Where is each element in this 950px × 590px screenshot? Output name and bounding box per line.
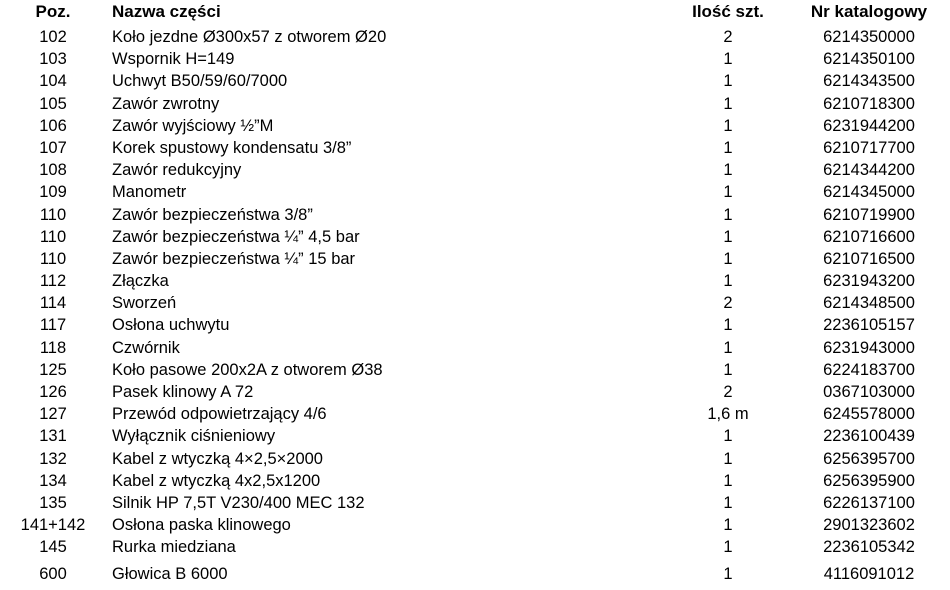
table-row bbox=[0, 404, 950, 426]
table-row bbox=[0, 338, 950, 360]
cell-quantity: 1 bbox=[723, 94, 733, 113]
cell-position: 126 bbox=[39, 383, 67, 401]
table-row bbox=[0, 515, 950, 537]
table-row bbox=[0, 271, 950, 293]
cell-part-name: Osłona paska klinowego bbox=[112, 516, 291, 535]
table-row bbox=[0, 382, 950, 404]
cell-position: 118 bbox=[39, 338, 67, 357]
cell-quantity: 1 bbox=[723, 564, 733, 583]
cell-position: 109 bbox=[39, 183, 67, 202]
cell-quantity: 1 bbox=[723, 72, 733, 91]
cell-position: 114 bbox=[39, 294, 67, 313]
cell-part-name: Koło jezdne Ø300x57 z otworem Ø20 bbox=[112, 28, 387, 46]
table-row bbox=[0, 426, 950, 448]
cell-position: 132 bbox=[39, 449, 67, 468]
cell-quantity: 1 bbox=[723, 205, 733, 224]
cell-quantity: 1 bbox=[723, 516, 733, 535]
cell-part-name: Korek spustowy kondensatu 3/8” bbox=[112, 138, 352, 157]
table-row bbox=[0, 138, 950, 160]
cell-quantity: 2 bbox=[723, 294, 733, 313]
cell-catalog-number: 0367103000 bbox=[823, 383, 915, 401]
cell-position: 110 bbox=[39, 205, 67, 224]
cell-quantity: 1 bbox=[723, 50, 733, 69]
cell-part-name: Rurka miedziana bbox=[112, 538, 236, 557]
cell-catalog-number: 6214350100 bbox=[823, 50, 915, 69]
cell-part-name: Pasek klinowy A 72 bbox=[112, 383, 254, 401]
cell-position: 104 bbox=[39, 72, 67, 91]
cell-part-name: Manometr bbox=[112, 183, 187, 202]
table-row bbox=[0, 360, 950, 382]
header-catalog-number: Nr katalogowy bbox=[810, 2, 928, 21]
cell-quantity: 1 bbox=[723, 138, 733, 157]
cell-quantity: 1 bbox=[723, 249, 733, 268]
cell-catalog-number: 6256395900 bbox=[823, 471, 915, 490]
table-header-row bbox=[0, 2, 950, 27]
cell-catalog-number: 6226137100 bbox=[823, 493, 915, 512]
cell-position: 141+142 bbox=[20, 516, 86, 535]
header-position: Poz. bbox=[35, 2, 71, 21]
table-row bbox=[0, 27, 950, 49]
table-row bbox=[0, 182, 950, 204]
table-row bbox=[0, 205, 950, 227]
cell-position: 105 bbox=[39, 94, 67, 113]
cell-quantity: 2 bbox=[723, 383, 733, 401]
table-row bbox=[0, 71, 950, 93]
table-body bbox=[0, 27, 950, 590]
cell-quantity: 1 bbox=[723, 493, 733, 512]
cell-catalog-number: 2236105342 bbox=[823, 538, 915, 557]
table-row bbox=[0, 249, 950, 271]
table-row bbox=[0, 227, 950, 249]
table-row bbox=[0, 471, 950, 493]
cell-part-name: Koło pasowe 200x2A z otworem Ø38 bbox=[112, 360, 383, 379]
cell-position: 112 bbox=[39, 272, 67, 291]
table-row bbox=[0, 116, 950, 138]
cell-position: 127 bbox=[39, 405, 67, 424]
table-row bbox=[0, 160, 950, 182]
cell-catalog-number: 2236105157 bbox=[823, 316, 915, 335]
cell-catalog-number: 6214344200 bbox=[823, 161, 915, 180]
cell-catalog-number: 6231944200 bbox=[823, 116, 915, 135]
cell-position: 134 bbox=[39, 471, 67, 490]
cell-quantity: 1 bbox=[723, 316, 733, 335]
cell-catalog-number: 6214345000 bbox=[823, 183, 915, 202]
cell-catalog-number: 6210719900 bbox=[823, 205, 915, 224]
cell-catalog-number: 6214350000 bbox=[823, 28, 915, 46]
table-row bbox=[0, 293, 950, 315]
cell-catalog-number: 4116091012 bbox=[823, 564, 915, 583]
table-row bbox=[0, 94, 950, 116]
cell-part-name: Osłona uchwytu bbox=[112, 316, 230, 335]
cell-position: 125 bbox=[39, 360, 67, 379]
cell-position: 110 bbox=[39, 249, 67, 268]
cell-part-name: Kabel z wtyczką 4×2,5×2000 bbox=[112, 449, 323, 468]
cell-part-name: Silnik HP 7,5T V230/400 MEC 132 bbox=[112, 493, 365, 512]
cell-part-name: Wspornik H=149 bbox=[112, 50, 235, 69]
cell-position: 107 bbox=[39, 138, 67, 157]
cell-position: 145 bbox=[39, 538, 67, 557]
cell-catalog-number: 6231943200 bbox=[823, 272, 915, 291]
cell-quantity: 1 bbox=[723, 227, 733, 246]
cell-position: 600 bbox=[39, 564, 67, 583]
cell-part-name: Zawór wyjściowy ½”M bbox=[112, 116, 274, 135]
cell-position: 110 bbox=[39, 227, 67, 246]
table-row bbox=[0, 49, 950, 71]
cell-quantity: 1 bbox=[723, 272, 733, 291]
cell-position: 106 bbox=[39, 116, 67, 135]
cell-position: 103 bbox=[39, 50, 67, 69]
cell-quantity: 1 bbox=[723, 471, 733, 490]
cell-catalog-number: 6256395700 bbox=[823, 449, 915, 468]
cell-part-name: Przewód odpowietrzający 4/6 bbox=[112, 405, 327, 424]
cell-position: 131 bbox=[39, 427, 67, 446]
cell-part-name: Głowica B 6000 bbox=[112, 564, 228, 583]
cell-position: 108 bbox=[39, 161, 67, 180]
table-row bbox=[0, 560, 950, 590]
cell-catalog-number: 6214348500 bbox=[823, 294, 915, 313]
table-row bbox=[0, 493, 950, 515]
cell-quantity: 1 bbox=[723, 161, 733, 180]
cell-part-name: Czwórnik bbox=[112, 338, 180, 357]
cell-quantity: 1 bbox=[723, 427, 733, 446]
cell-quantity: 1 bbox=[723, 338, 733, 357]
cell-part-name: Zawór bezpieczeństwa ¼” 4,5 bar bbox=[112, 227, 360, 246]
cell-catalog-number: 6210716500 bbox=[823, 249, 915, 268]
cell-part-name: Uchwyt B50/59/60/7000 bbox=[112, 72, 288, 91]
cell-part-name: Zawór zwrotny bbox=[112, 94, 220, 113]
table-row bbox=[0, 315, 950, 337]
cell-part-name: Zawór bezpieczeństwa 3/8” bbox=[112, 205, 313, 224]
cell-quantity: 1 bbox=[723, 183, 733, 202]
cell-catalog-number: 6214343500 bbox=[823, 72, 915, 91]
cell-catalog-number: 2236100439 bbox=[823, 427, 915, 446]
table-row bbox=[0, 537, 950, 559]
header-part-name: Nazwa części bbox=[112, 2, 221, 21]
cell-quantity: 2 bbox=[723, 28, 733, 46]
cell-position: 102 bbox=[39, 28, 67, 46]
cell-part-name: Wyłącznik ciśnieniowy bbox=[112, 427, 276, 446]
cell-quantity: 1,6 m bbox=[707, 405, 749, 424]
cell-quantity: 1 bbox=[723, 449, 733, 468]
cell-quantity: 1 bbox=[723, 360, 733, 379]
cell-position: 135 bbox=[39, 493, 67, 512]
cell-part-name: Zawór bezpieczeństwa ¼” 15 bar bbox=[112, 249, 356, 268]
cell-catalog-number: 6210716600 bbox=[823, 227, 915, 246]
header-quantity: Ilość szt. bbox=[692, 2, 764, 21]
cell-catalog-number: 6245578000 bbox=[823, 405, 915, 424]
cell-catalog-number: 6231943000 bbox=[823, 338, 915, 357]
cell-quantity: 1 bbox=[723, 116, 733, 135]
cell-quantity: 1 bbox=[723, 538, 733, 557]
table-row bbox=[0, 449, 950, 471]
cell-part-name: Złączka bbox=[112, 272, 169, 291]
cell-catalog-number: 6224183700 bbox=[823, 360, 915, 379]
cell-part-name: Kabel z wtyczką 4x2,5x1200 bbox=[112, 471, 321, 490]
cell-catalog-number: 2901323602 bbox=[823, 516, 915, 535]
cell-catalog-number: 6210717700 bbox=[823, 138, 915, 157]
cell-catalog-number: 6210718300 bbox=[823, 94, 915, 113]
cell-position: 117 bbox=[39, 316, 67, 335]
parts-table bbox=[0, 2, 950, 590]
cell-part-name: Zawór redukcyjny bbox=[112, 161, 242, 180]
cell-part-name: Sworzeń bbox=[112, 294, 177, 313]
